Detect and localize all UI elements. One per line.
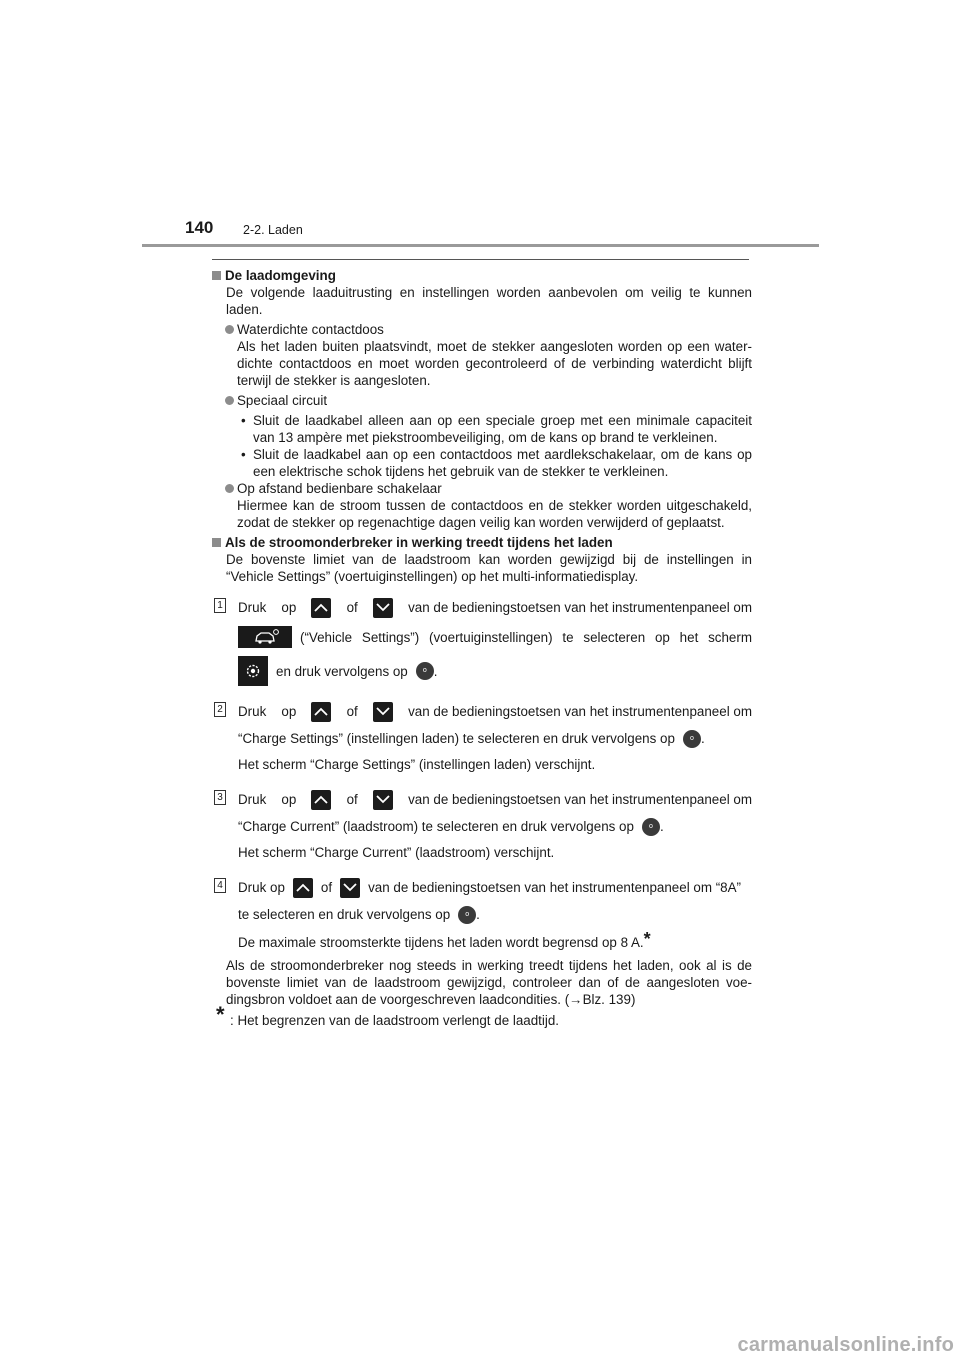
ok-button-icon: o [683,730,701,748]
down-arrow-icon [373,598,393,618]
down-arrow-icon [373,702,393,722]
square-bullet-icon [212,271,221,280]
list-item [212,392,752,409]
topic-intro: De volgende laaduitrusting en instellingen worden aanbevolen om veilig te kunnen laden. [226,285,752,317]
step-number: 1 [214,598,226,613]
step-1: 1 Druk op of van de bedieningstoetsen van het instrumentenpaneel om (“Vehicle Settings”) (voertuiginstellingen) te selecteren op het scherm en druk vervolgens op o . [212,594,752,689]
step-result: De maximale stroomsterkte tijdens het laden wordt begrensd op 8 A.* [238,929,651,950]
item-text: Als het laden buiten plaatsvindt, moet de stekker aangesloten worden op een water-dichte contactdoos en moet worden gecontroleerd of de verbinding waterdicht blijft terwijl de stekker is aangesloten. [237,339,752,388]
topic-title: De laadomgeving [225,268,336,283]
step-3: 3 Druk op of van de bedieningstoetsen van het instrumentenpaneel om “Charge Current” (laadstroom) te selecteren en druk vervolgens op o . Het scherm “Charge Current” (laadstroom) verschijnt. [212,786,752,861]
ok-button-icon: o [416,662,434,680]
step-number: 3 [214,790,226,805]
footnote-marker: * [643,929,651,949]
circle-bullet-icon [225,484,234,493]
settings-gear-icon [238,656,268,686]
footnote-text: : Het begrenzen van de laadstroom verlengt de laadtijd. [230,1013,560,1028]
section-title: 2-2. Laden [243,223,303,237]
ok-button-icon: o [458,906,476,924]
up-arrow-icon [311,598,331,618]
topic-title: Als de stroomonderbreker in werking treedt tijdens het laden [225,535,613,550]
step-result: Het scherm “Charge Settings” (instellingen laden) verschijnt. [238,757,596,772]
footnote-star: * [216,1002,225,1027]
list-item [212,480,752,531]
circle-bullet-icon [225,396,234,405]
vehicle-settings-icon [238,626,292,648]
item-title: Waterdichte contactdoos [237,322,384,337]
sub-bullet: • Sluit de laadkabel alleen aan op een speciale groep met een minimale capaciteit van 13 ampère met piekstroombeveiliging, om de kans op brand te verkleinen. [241,413,752,445]
topic-intro: De bovenste limiet van de laadstroom kan worden gewijzigd bij de instellingen in “Vehicle Settings” (voertuiginstellingen) op het multi-informatiedisplay. [226,552,752,584]
step-number: 4 [214,878,226,893]
sub-bullet: • Sluit de laadkabel aan op een contactdoos met aardlekschakelaar, om de kans op een elektrische schok tijdens het gebruik van de stekker te verkleinen. [241,447,752,479]
step-result: Het scherm “Charge Current” (laadstroom) verschijnt. [238,845,555,860]
topic-charging-environment [212,267,752,531]
square-bullet-icon [212,538,221,547]
watermark: carmanualsonline.info [737,1334,954,1356]
ok-button-icon: o [642,818,660,836]
item-text: Hiermee kan de stroom tussen de contactdoos en de stekker worden uitgeschakeld, zodat de stekker op regenachtige dagen veilig kan worden verwijderd of geplaatst. [237,498,752,530]
footnote [212,1002,752,1029]
main-content [212,267,752,1029]
page-number: 140 [185,218,214,237]
step-number: 2 [214,702,226,717]
up-arrow-icon [311,790,331,810]
breaker-note: Als de stroomonderbreker nog steeds in werking treedt tijdens het laden, ook al is de bovenste limiet van de laadstroom gewijzigd, controleer dan of de aangesloten voe-dingsbron voldoet aan de voorgeschreven laadcondities. (→Blz. 139) [226,958,752,1007]
section-divider [212,259,749,260]
step-4: 4 Druk op of van de bedieningstoetsen van het instrumentenpaneel om “8A” te selecteren en druk vervolgens op o . De maximale stroomsterkte tijdens het laden wordt begrensd op 8 A.* [212,874,752,951]
item-title: Speciaal circuit [237,393,328,408]
down-arrow-icon [373,790,393,810]
list-item [212,321,752,389]
up-arrow-icon [311,702,331,722]
down-arrow-icon [340,878,360,898]
header-rule [142,244,819,247]
step-2: 2 Druk op of van de bedieningstoetsen van het instrumentenpaneel om “Charge Settings” (instellingen laden) te selecteren en druk vervolgens op o . Het scherm “Charge Settings” (instellingen laden) verschijnt. [212,698,752,773]
up-arrow-icon [293,878,313,898]
topic-breaker [212,534,752,585]
circle-bullet-icon [225,325,234,334]
item-title: Op afstand bedienbare schakelaar [237,481,442,496]
